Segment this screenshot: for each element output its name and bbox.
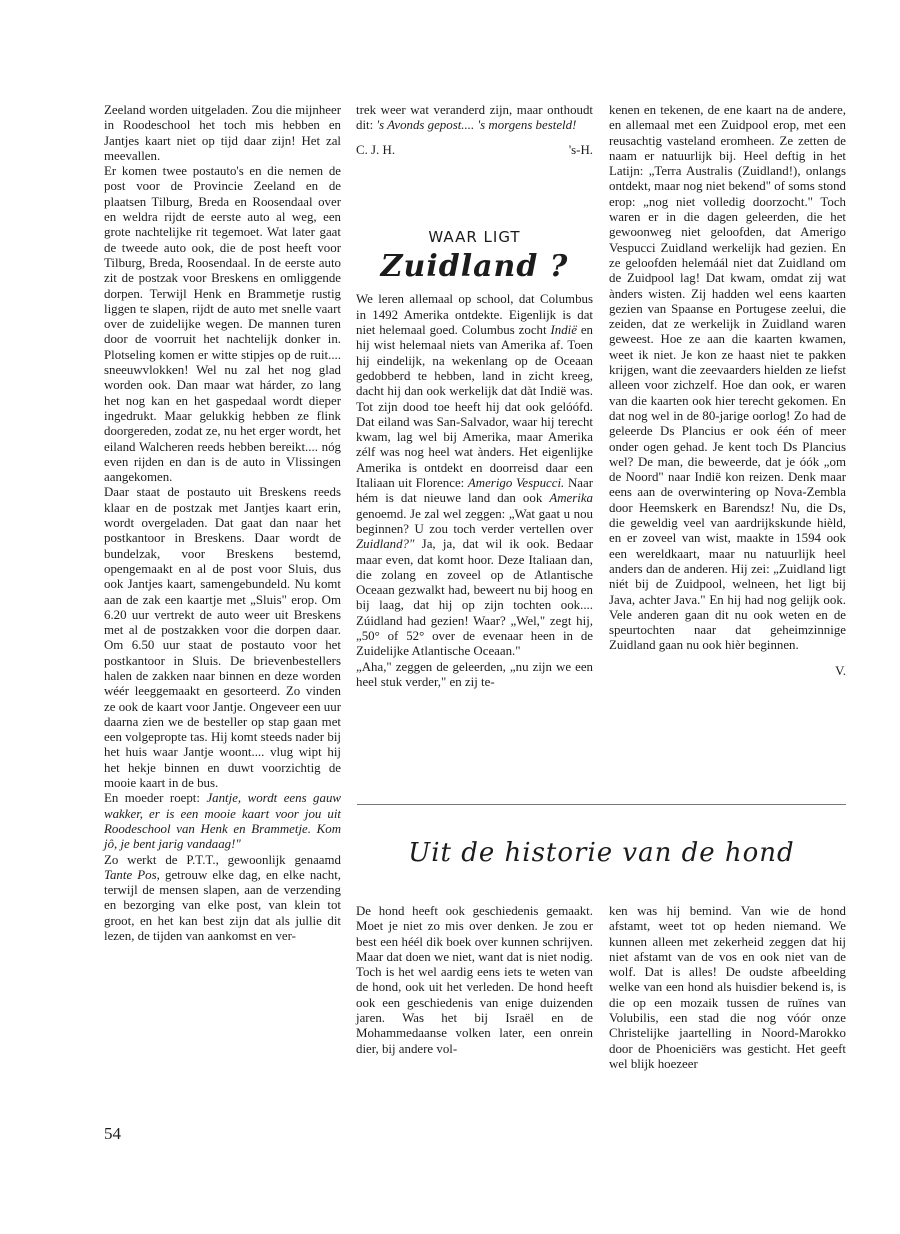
article-column <box>356 904 593 1057</box>
italic-name: Amerigo Vespucci. <box>467 476 565 491</box>
paragraph <box>104 791 341 852</box>
text-run: En moeder roept: <box>104 791 207 806</box>
paragraph <box>356 292 593 659</box>
paragraph: kenen en tekenen, de ene kaart na de andere, en allemaal met een Zuidpool erop, met een reusachtig vasteland eromheen. Ze zetten de naam er natuurlijk bij. Heel deftig in het Latijn: „Terra Australis (Zuidland!), onlangs ontdekt, maar nog niet bekend" of soms stond erop: „nog niet volledig doorzocht." Toch waren er in die dagen geleerden, die het gewoonweg niet geloofden, dat Amerigo Vespucci Zuidland werkelijk had gezien. En ze geloofden helemáál niet dat Zuidland om de Zuidpool lag! Dat kwam, omdat zij wat ànders wisten. Zij hadden wel eens kaarten gezien van Spaanse en Portugese zeelui, die zeiden, dat ze werkelijk in Zuidland waren geweest. Hoe ze aan die kaarten kwamen, weet ik niet. Je kon ze haast niet te pakken krijgen, want die zeevaarders hielden ze liefst alleen voor zichzelf. Hoe dan ook, er waren van die kaarten ook hier terecht gekomen. En dat nog wel in de 80-jarige oorlog! Zo had de geleerde Ds Plancius er ook één of meer onder ogen gehad. Je kent toch Ds Plancius wel? De man, die beweerde, dat je óók „om de Noord" naar Indië kon reizen. Denk maar eens aan de overwintering op Nova-Zembla door Heemskerk en Barendsz! Nu, die Ds, die geweldig veel van aardrijkskunde hièld, en er zoveel van wist, maakte in 1594 ook een wereldkaart, maar nu natuurlijk heel anders dan de anderen. Hij zei: „Zuidland ligt niét bij de Zuidpool, welneen, het ligt bij Java, achter Java." En hij had nog gelijk ook. Vele anderen gaan dit nu ook weten en de speurtochten naar dat geheimzinnige Zuidland gaan nu ook hièr beginnen. <box>609 103 846 653</box>
italic-name: Tante Pos, <box>104 867 160 882</box>
paragraph: Zeeland worden uitgeladen. Zou die mijnheer in Roodeschool het toch mis hebben en Jantjes kaart niet op tijd daar zijn! Het zal meevallen. <box>104 103 341 163</box>
paragraph: Daar staat de postauto uit Breskens reeds klaar en de postzak met Jantjes kaart erin, wordt overgeladen. Dat gaat dan naar het postkantoor in Breskens. Daar wordt de bundelzak, voor Breskens bestemd, opengemaakt en al de post voor Sluis, dus ook Jantjes kaart, samengebundeld. Nu komt aan de zak een kaartje met „Sluis" erop. Om 6.20 uur vertrekt de auto weer uit Breskens met al de postzakken voor die dorpen daar. Om 6.50 uur staat de postauto voor het postkantoor in Sluis. De brievenbestellers halen de zakken naar binnen en deze worden wéér leeggemaakt en gesorteerd. Zo vinden ze ook de kaart voor Jantje. Ongeveer een uur daarna zien we de besteller op stap gaan met een volgepropte tas. Hij komt steeds nader bij het huis waar Jantje woont.... vlug wipt hij het hekje binnen en duwt voorzichtig de mooie kaart in de bus. <box>104 485 341 791</box>
left-column <box>104 103 341 944</box>
text-run: getrouw elke dag, en elke nacht, terwijl de mensen slapen, aan de verzending en bezorging van elke post, van klein tot groot, en het kan best zijn dat als jullie dit lezen, de tijden van aankomst en ver- <box>104 867 341 944</box>
section-divider <box>357 804 846 805</box>
article-title: Uit de historie van de hond <box>408 838 795 868</box>
signature-place: 's-H. <box>568 142 593 157</box>
italic-motto: 's Avonds gepost.... 's morgens besteld! <box>376 118 577 133</box>
signature-initials: C. J. H. <box>356 142 396 157</box>
italic-word: Zuidland?" <box>356 537 415 552</box>
italic-word: Indië <box>550 323 577 338</box>
text-run: Ja, ja, dat wil ik ook. Bedaar maar even, dat komt hoor. Deze Italiaan dan, die zolang en zoveel op de Atlantische Oceaan gezwalkt had, beweert nu bij hoog en bij laag, dat hij op zijn tochten ook.... Zúidland had gezien! Waar? „Wel," zegt hij, „50° of 52° over de evenaar heen in de Zuidelijke Atlantische Oceaan." <box>356 537 593 659</box>
text-run: genoemd. Je zal wel zeggen: „Wat gaat u nou beginnen? U zou toch verder vertellen over <box>356 506 593 536</box>
italic-quote: Jantje, wordt eens gauw wakker, er is een mooie kaart voor jou uit Roodeschool van Henk en Brammetje. Kom jô, je bent jarig vandaag!" <box>104 791 341 852</box>
text-run: Zo werkt de P.T.T., gewoonlijk genaamd <box>104 852 341 867</box>
signature-row <box>356 143 593 158</box>
article-title: Zuidland ? <box>380 249 569 285</box>
article-column <box>609 904 846 1072</box>
right-column <box>609 103 846 679</box>
article-kicker: WAAR LIGT <box>428 227 521 246</box>
text-run: We leren allemaal op school, dat Columbus in 1492 Amerika ontdekte. Eigenlijk is dat niet helemaal goed. Columbus zocht <box>356 292 593 338</box>
signature-initials: V. <box>835 663 846 678</box>
paragraph: ken was hij bemind. Van wie de hond afstamt, weet tot op heden niemand. We kunnen alleen met zekerheid zeggen dat hij niet afstamt van de vos en ook niet van de wolf. Dat is alles! De oudste afbeelding welke van een hond als huisdier bekend is, is die op een mozaik tussen de ruïnes van Volubilis, een stad die nog vóór onze Christelijke jaartelling in Noord-Marokko door de Phoeniciërs was gesticht. Het geeft wel blijk hoezeer <box>609 904 846 1071</box>
paragraph: „Aha," zeggen de geleerden, „nu zijn we een heel stuk verder," en zij te- <box>356 659 593 689</box>
text-run: en hij wist helemaal niets van Amerika af. Toen hij eindelijk, na wekenlang op de Oceaan gedobberd te hebben, land in zicht kreeg, dacht hij dan ook werkelijk dat dàt Indië was. Tot zijn dood toe heeft hij dat ook gelóófd. Dat eiland was San-Salvador, waar hij terecht kwam, lag wel bij Amerika, maar Amerika zélf was nog heel wat ànders. Het eigenlijke Amerika is ontdekt en doorreisd daar een Italiaan uit Florence: <box>356 323 593 491</box>
text-run: Naar hém is dat nieuwe land dan ook <box>356 476 593 506</box>
paragraph: De hond heeft ook geschiedenis gemaakt. Moet je niet zo mis over denken. Je zou er best een héél dik boek over kunnen schrijven. Maar dat doen we niet, want dat is niet nodig. Toch is het wel aardig eens iets te weten van de hond, ook uit het verleden. De hond heeft ook een geschiedenis van enige duizenden jaren. Was het bij Israël en de Mohammedaanse volken later, een onrein dier, bij andere vol- <box>356 904 593 1056</box>
text-run: trek weer wat veranderd zijn, maar onthoudt dit: <box>356 103 593 133</box>
middle-column <box>356 103 593 690</box>
page-number: 54 <box>104 1124 121 1143</box>
paragraph: Er komen twee postauto's en die nemen de post voor de Provincie Zeeland en de plaatsen Tilburg, Breda en Roosendaal over en weldra rijdt de eerste auto al weg, een grote nachtelijke rit tegemoet. Wat later gaat de tweede auto ook, die de post heeft voor Tilburg, Breda, Roosendaal. In de eerste auto zit de postzak voor Breskens en omliggende dorpen. Terwijl Henk en Brammetje rustig liggen te slapen, rijdt de auto met snelle vaart over de zuidelijke wegen. De mannen turen door de voorruit het nachtelijk donker in. Plotseling komen er witte stipjes op de ruit.... sneeuwvlokken! Wel nu zal het nog glad worden ook. Dan maar wat hárder, zo lang het nog kan en het gaspedaal wordt dieper ingedrukt. Maar gelukkig hebben ze flink doorgereden, zodat ze, nu het erger wordt, het eiland Walcheren reeds hebben bereikt.... nóg even rijden en dan is de auto in Vlissingen aangekomen. <box>104 164 341 485</box>
paragraph <box>356 103 593 134</box>
paragraph <box>104 853 341 945</box>
italic-word: Amerika <box>549 491 593 506</box>
